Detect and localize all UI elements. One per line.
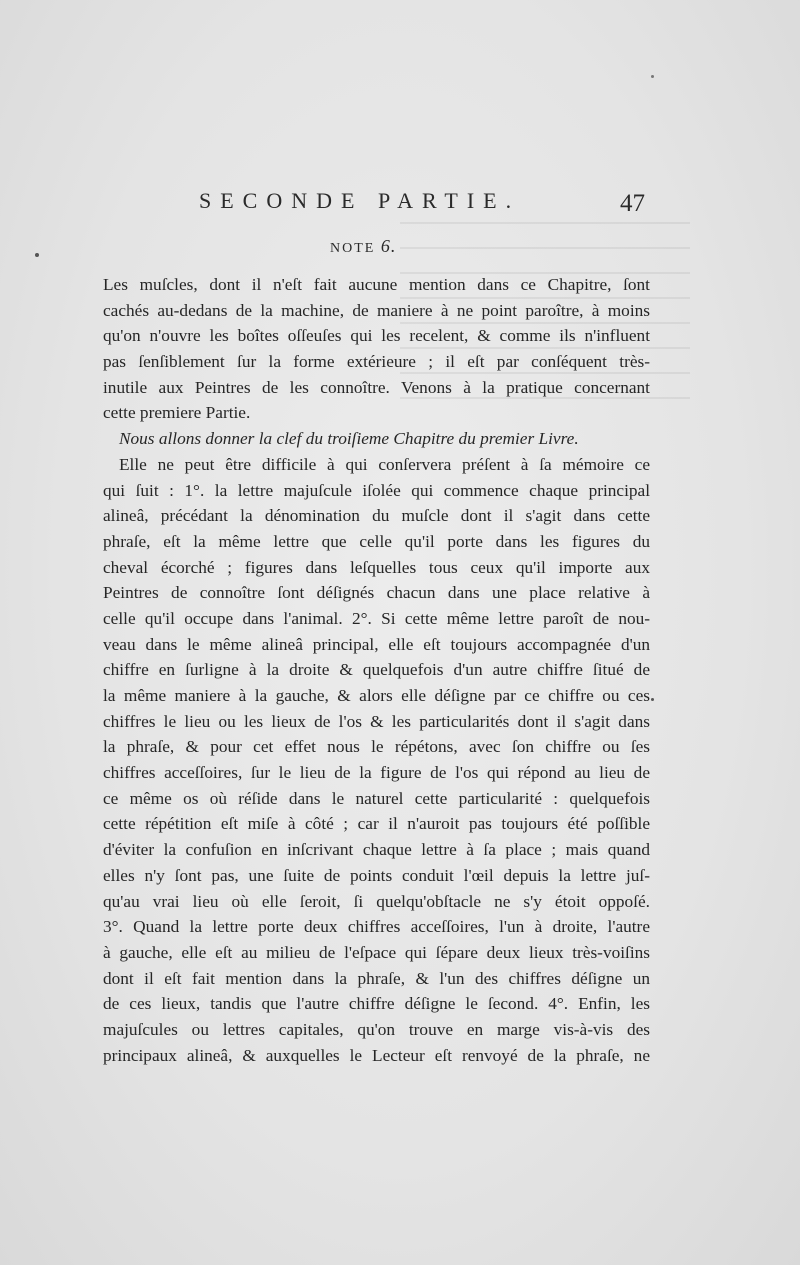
text-line: la même maniere à la gauche, & alors elle déſigne par ce chiffre ou ces <box>103 686 650 705</box>
note-heading-number: 6. <box>380 236 397 256</box>
text-line: phraſe, eſt la même lettre que celle qu'il porte dans les figures du <box>103 531 650 551</box>
text-line: alineâ, précédant la dénomination du muſcle dont il s'agit dans cette <box>103 506 650 526</box>
text-line: elles n'y ſont pas, une ſuite de points conduit l'œil depuis la lettre juſ- <box>103 865 650 885</box>
note-heading <box>330 236 396 257</box>
text-line: dont il eſt fait mention dans la phraſe, & l'un des chiffres déſigne un <box>103 968 650 988</box>
text-line: inutile aux Peintres de les connoître. Venons à la pratique concernant <box>103 377 650 397</box>
text-line: Peintres de connoître ſont déſignés chacun dans une place relative à <box>103 583 650 603</box>
text-line: majuſcules ou lettres capitales, qu'on trouve en marge vis-à-vis des <box>103 1019 650 1039</box>
ink-speck <box>651 75 654 78</box>
text-line: d'éviter la confuſion en inſcrivant chaque lettre à ſa place ; mais quand <box>103 840 650 860</box>
text-line: la phraſe, & pour cet effet nous le répétons, avec ſon chiffre ou ſes <box>103 737 650 757</box>
text-line: principaux alineâ, & auxquelles le Lecteur eſt renvoyé de la phraſe, ne <box>103 1045 650 1065</box>
ink-speck <box>35 253 39 257</box>
text-line: chiffre en ſurligne à la droite & quelquefois d'un autre chiffre ſitué de <box>103 660 650 680</box>
text-line: chiffres le lieu ou les lieux de l'os & les particularités dont il s'agit dans <box>103 711 650 731</box>
text-line: qu'on n'ouvre les boîtes oſſeuſes qui les recelent, & comme ils n'influent <box>103 326 650 346</box>
note-heading-word: NOTE <box>330 241 376 256</box>
text-line: cheval écorché ; figures dans leſquelles tous ceux qu'il importe aux <box>103 557 650 577</box>
text-line: veau dans le même alineâ principal, elle eſt toujours accompagnée d'un <box>103 634 650 654</box>
text-line: Nous allons donner la clef du troiſieme Chapitre du premier Livre. <box>119 429 579 449</box>
text-line: 3°. Quand la lettre porte deux chiffres acceſſoires, l'un à droite, l'autre <box>103 917 650 937</box>
text-line: chiffres acceſſoires, ſur le lieu de la figure de l'os qui répond au lieu de <box>103 763 650 783</box>
ink-speck <box>651 698 654 701</box>
text-line: celle qu'il occupe dans l'animal. 2°. Si cette même lettre paroît de nou- <box>103 608 650 628</box>
text-line: cette répétition eſt miſe à côté ; car il n'auroit pas toujours été poſſible <box>103 814 650 834</box>
running-head: SECONDE PARTIE. <box>199 188 521 213</box>
text-line: de ces lieux, tandis que l'autre chiffre déſigne le ſecond. 4°. Enfin, les <box>103 994 650 1014</box>
text-line: qu'au vrai lieu où elle ſeroit, ſi quelqu'obſtacle ne s'y étoit oppoſé. <box>103 891 650 911</box>
text-line: pas ſenſiblement ſur la forme extérieure ; il eſt par conſéquent très- <box>103 352 650 372</box>
text-line: à gauche, elle eſt au milieu de l'eſpace qui ſépare deux lieux très-voiſins <box>103 942 650 962</box>
text-line: cette premiere Partie. <box>103 403 251 423</box>
body-text <box>103 272 650 1068</box>
page-number: 47 <box>620 190 645 217</box>
text-line: Elle ne peut être difficile à qui conſervera préſent à ſa mémoire ce <box>119 454 650 474</box>
text-line: qui ſuit : 1°. la lettre majuſcule iſolée qui commence chaque principal <box>103 480 650 500</box>
text-line: ce même os où réſide dans le naturel cette particularité : quelquefois <box>103 788 650 808</box>
text-line: Les muſcles, dont il n'eſt fait aucune mention dans ce Chapitre, ſont <box>103 275 650 294</box>
text-line: cachés au-dedans de la machine, de maniere à ne point paroître, à moins <box>103 300 650 320</box>
